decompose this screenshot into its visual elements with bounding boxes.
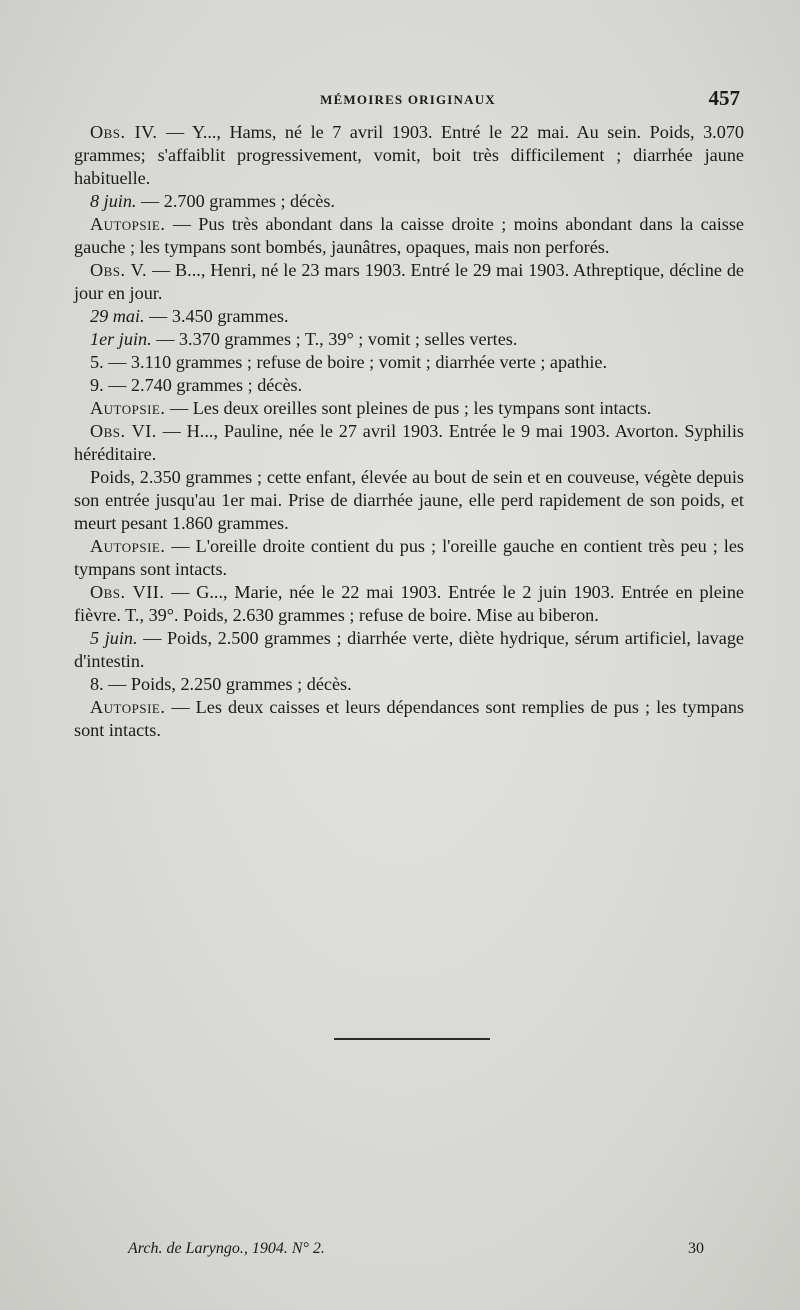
paragraph-text: — 2.740 grammes ; décès. <box>103 375 303 395</box>
paragraph <box>74 696 744 742</box>
paragraph <box>74 328 744 351</box>
paragraph-text: — Poids, 2.250 grammes ; décès. <box>103 674 352 694</box>
paragraph-lead: 29 mai. <box>90 306 145 326</box>
paragraph <box>74 581 744 627</box>
paragraph <box>74 397 744 420</box>
paragraph-text: — Pus très abondant dans la caisse droite ; moins abondant dans la caisse gauche ; les tympans sont bombés, jaunâtres, opaques, mais non perforés. <box>74 214 744 257</box>
paragraph-text: Poids, 2.350 grammes ; cette enfant, élevée au bout de sein et en couveuse, végète depuis son entrée jusqu'au 1er mai. Prise de diarrhée jaune, elle perd rapidement de son poids, et meurt pesant 1.860 grammes. <box>74 467 744 533</box>
paragraph-text: — L'oreille droite contient du pus ; l'oreille gauche en contient très peu ; les tympans sont intacts. <box>74 536 744 579</box>
paragraph <box>74 351 744 374</box>
paragraph-lead: 9. <box>90 375 104 395</box>
paragraph <box>74 466 744 535</box>
paragraph-text: — Les deux oreilles sont pleines de pus ; les tympans sont intacts. <box>165 398 652 418</box>
paragraph <box>74 190 744 213</box>
paragraph-lead: 5. <box>90 352 104 372</box>
journal-reference: Arch. de Laryngo., 1904. N° 2. <box>128 1240 325 1257</box>
paragraph-lead: Obs. V. <box>90 260 148 280</box>
paragraph-lead: Obs. VII. <box>90 582 165 602</box>
paragraph-lead: Autopsie. <box>90 398 166 418</box>
paragraph <box>74 121 744 190</box>
paragraph-lead: 5 juin. <box>90 628 138 648</box>
paragraph <box>74 305 744 328</box>
paragraph <box>74 673 744 696</box>
paragraph-text: — H..., Pauline, née le 27 avril 1903. Entrée le 9 mai 1903. Avorton. Syphilis héréditaire. <box>74 421 744 464</box>
paragraph-text: — B..., Henri, né le 23 mars 1903. Entré le 29 mai 1903. Athreptique, décline de jour en jour. <box>74 260 744 303</box>
paragraph-text: — 3.370 grammes ; T., 39° ; vomit ; selles vertes. <box>151 329 518 349</box>
paragraph-text: — G..., Marie, née le 22 mai 1903. Entrée le 2 juin 1903. Entrée en pleine fièvre. T., 39°. Poids, 2.630 grammes ; refuse de boire. Mise au biberon. <box>74 582 744 625</box>
running-title: MÉMOIRES ORIGINAUX <box>320 92 496 107</box>
paragraph-lead: Autopsie. <box>90 214 166 234</box>
paragraph-lead: Autopsie. <box>90 536 166 556</box>
paragraph <box>74 535 744 581</box>
paragraph-text: — Les deux caisses et leurs dépendances sont remplies de pus ; les tympans sont intacts. <box>74 697 744 740</box>
paragraph <box>74 374 744 397</box>
paragraph-lead: Obs. VI. <box>90 421 157 441</box>
paragraph-lead: 8 juin. <box>90 191 137 211</box>
paragraph-lead: 1er juin. <box>90 329 152 349</box>
page-number: 457 <box>708 86 740 110</box>
paragraph-lead: 8. <box>90 674 104 694</box>
signature-number: 30 <box>688 1240 704 1257</box>
paragraph-text: — 3.450 grammes. <box>144 306 289 326</box>
paragraph-text: — 3.110 grammes ; refuse de boire ; vomit ; diarrhée verte ; apathie. <box>103 352 607 372</box>
running-head <box>74 86 742 116</box>
paragraph-lead: Autopsie. <box>90 697 166 717</box>
paragraph-text: — 2.700 grammes ; décès. <box>136 191 335 211</box>
paragraph <box>74 213 744 259</box>
paragraph-lead: Obs. IV. <box>90 122 158 142</box>
page-footer <box>128 1240 704 1264</box>
paragraph-text: — Y..., Hams, né le 7 avril 1903. Entré le 22 mai. Au sein. Poids, 3.070 grammes; s'affaiblit progressivement, vomit, boit très difficilement ; diarrhée jaune habituelle. <box>74 122 745 188</box>
paragraph <box>74 420 744 466</box>
paragraph <box>74 627 744 673</box>
paragraph <box>74 259 744 305</box>
end-rule <box>334 1038 490 1040</box>
body-text <box>74 121 744 742</box>
paragraph-text: — Poids, 2.500 grammes ; diarrhée verte, diète hydrique, sérum artificiel, lavage d'intestin. <box>74 628 745 671</box>
